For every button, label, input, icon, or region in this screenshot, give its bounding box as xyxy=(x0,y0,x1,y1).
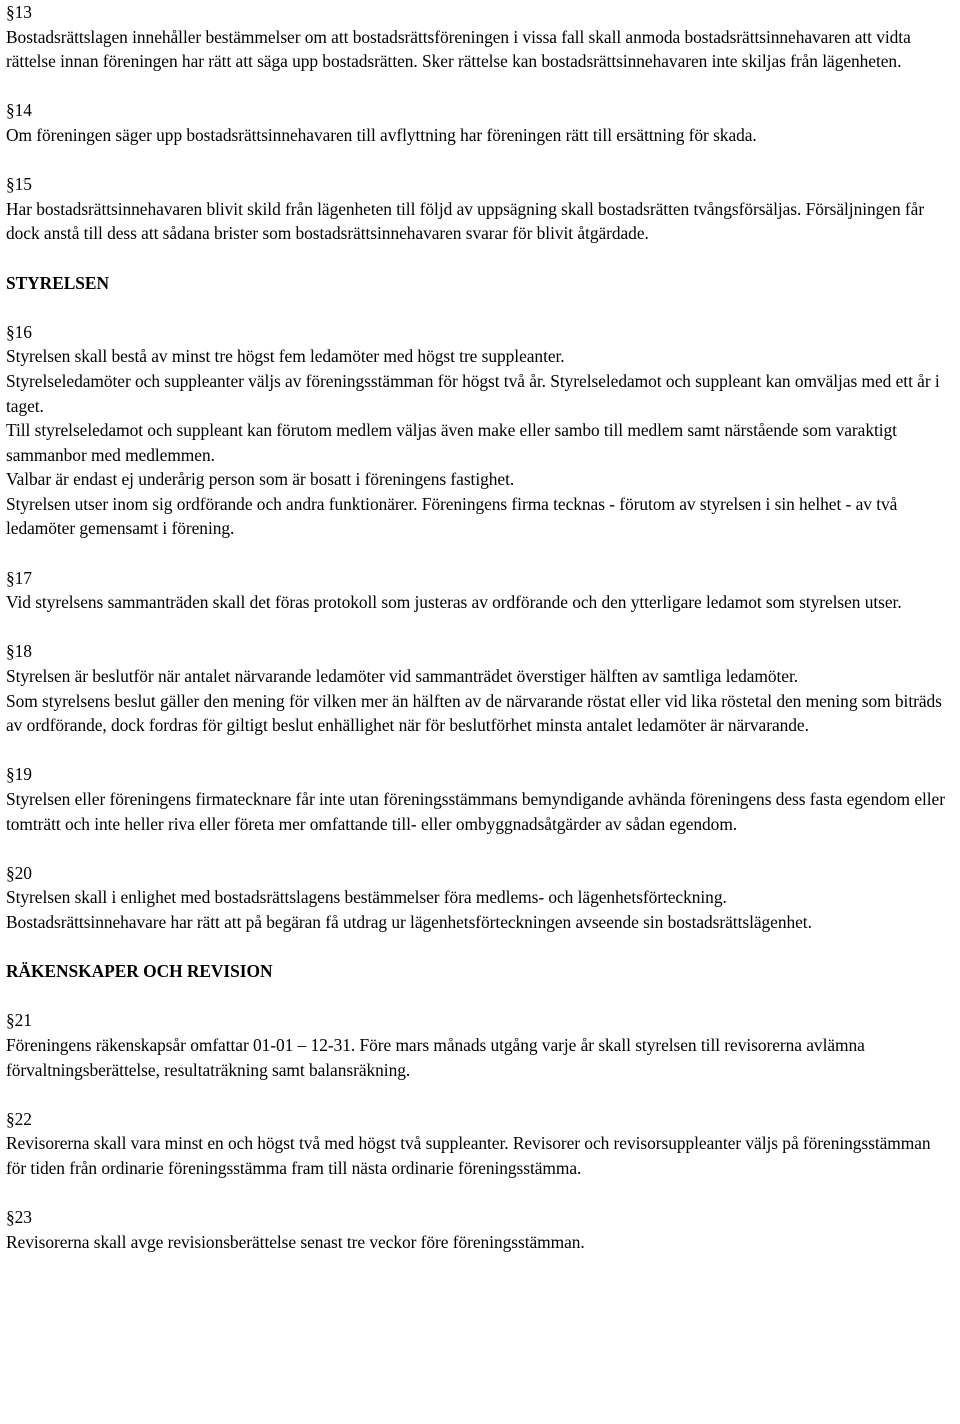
section-number: §15 xyxy=(6,174,32,195)
section-number: §19 xyxy=(6,764,32,785)
section-number: §20 xyxy=(6,862,32,883)
section-paragraph: Bostadsrättslagen innehåller bestämmelser om att bostadsrättsföreningen i vissa fall skall anmoda bostadsrättsinnehavaren att vidta rättelse innan föreningen har rätt att säga upp bostadsrätten. Sker rättelse kan bostadsrättsinnehavaren inte skiljas från lägenheten. xyxy=(6,26,911,72)
section-paragraph: Styrelsen eller föreningens firmatecknare får inte utan föreningsstämmans bemyndigande avhända föreningens dess fasta egendom eller tomträtt och inte heller riva eller företa mer omfattande till- eller ombyggnadsåtgärder av sådan egendom. xyxy=(6,789,945,834)
section-18 xyxy=(6,639,954,737)
section-23 xyxy=(6,1205,954,1254)
section-paragraph: Styrelseledamöter och suppleanter väljs av föreningsstämman för högst två år. Styrelseledamot och suppleant kan omväljas med ett år i taget. xyxy=(6,370,940,416)
section-paragraph: Har bostadsrättsinnehavaren blivit skild från lägenheten till följd av uppsägning skall bostadsrätten tvångsförsäljas. Försäljningen får dock anstå till dess att sådana brister som bostadsrättsinnehavaren svarar för blivit åtgärdade. xyxy=(6,198,925,244)
heading-rakenskaper-och-revision: RÄKENSKAPER OCH REVISION xyxy=(6,961,273,982)
section-22 xyxy=(6,1107,954,1181)
section-paragraph: Vid styrelsens sammanträden skall det föras protokoll som justeras av ordförande och den ytterligare ledamot som styrelsen utser. xyxy=(6,592,902,613)
section-paragraph: Styrelsen skall i enlighet med bostadsrättslagens bestämmelser föra medlems- och lägenhetsförteckning. xyxy=(6,887,727,908)
section-paragraph: Föreningens räkenskapsår omfattar 01-01 – 12-31. Före mars månads utgång varje år skall styrelsen till revisorerna avlämna förvaltningsberättelse, resultaträkning samt balansräkning. xyxy=(6,1034,865,1080)
section-number: §23 xyxy=(6,1207,32,1228)
section-number: §17 xyxy=(6,567,32,588)
section-number: §13 xyxy=(6,2,32,22)
section-paragraph: Om föreningen säger upp bostadsrättsinnehavaren till avflyttning har föreningen rätt till ersättning för skada. xyxy=(6,124,757,145)
section-number: §18 xyxy=(6,641,32,662)
section-paragraph: Revisorerna skall avge revisionsberättelse senast tre veckor före föreningsstämman. xyxy=(6,1231,585,1252)
section-21 xyxy=(6,1008,954,1082)
section-paragraph: Till styrelseledamot och suppleant kan förutom medlem väljas även make eller sambo till medlem samt närstående som varaktigt sammanbor med medlemmen. xyxy=(6,420,897,465)
section-paragraph: Som styrelsens beslut gäller den mening för vilken mer än hälften av de närvarande röstat eller vid lika röstetal den mening som biträds av ordförande, dock fordras för giltigt beslut enhällighet när för beslutförhet minsta antalet ledamöter är närvarande. xyxy=(6,690,942,736)
section-14 xyxy=(6,98,954,147)
section-number: §14 xyxy=(6,100,32,121)
section-20 xyxy=(6,861,954,935)
section-paragraph: Valbar är endast ej underårig person som är bosatt i föreningens fastighet. xyxy=(6,469,515,490)
section-paragraph: Bostadsrättsinnehavare har rätt att på begäran få utdrag ur lägenhetsförteckningen avseende sin bostadsrättslägenhet. xyxy=(6,911,812,932)
heading-styrelsen: STYRELSEN xyxy=(6,272,109,293)
section-paragraph: Styrelsen är beslutför när antalet närvarande ledamöter vid sammanträdet överstiger hälften av samtliga ledamöter. xyxy=(6,666,799,687)
section-16 xyxy=(6,320,954,541)
section-number: §22 xyxy=(6,1108,32,1129)
section-19 xyxy=(6,762,954,836)
section-17 xyxy=(6,566,954,615)
section-paragraph: Styrelsen utser inom sig ordförande och andra funktionärer. Föreningens firma tecknas - förutom av styrelsen i sin helhet - av två ledamöter gemensamt i förening. xyxy=(6,493,898,539)
section-13 xyxy=(6,0,954,74)
section-number: §21 xyxy=(6,1010,32,1031)
section-15 xyxy=(6,172,954,246)
section-paragraph: Revisorerna skall vara minst en och högst två med högst två suppleanter. Revisorer och revisorsuppleanter väljs på föreningsstämman för tiden från ordinarie föreningsstämma fram till nästa ordinarie föreningsstämma. xyxy=(6,1133,931,1178)
section-number: §16 xyxy=(6,321,32,342)
section-paragraph: Styrelsen skall bestå av minst tre högst fem ledamöter med högst tre suppleanter. xyxy=(6,346,565,367)
